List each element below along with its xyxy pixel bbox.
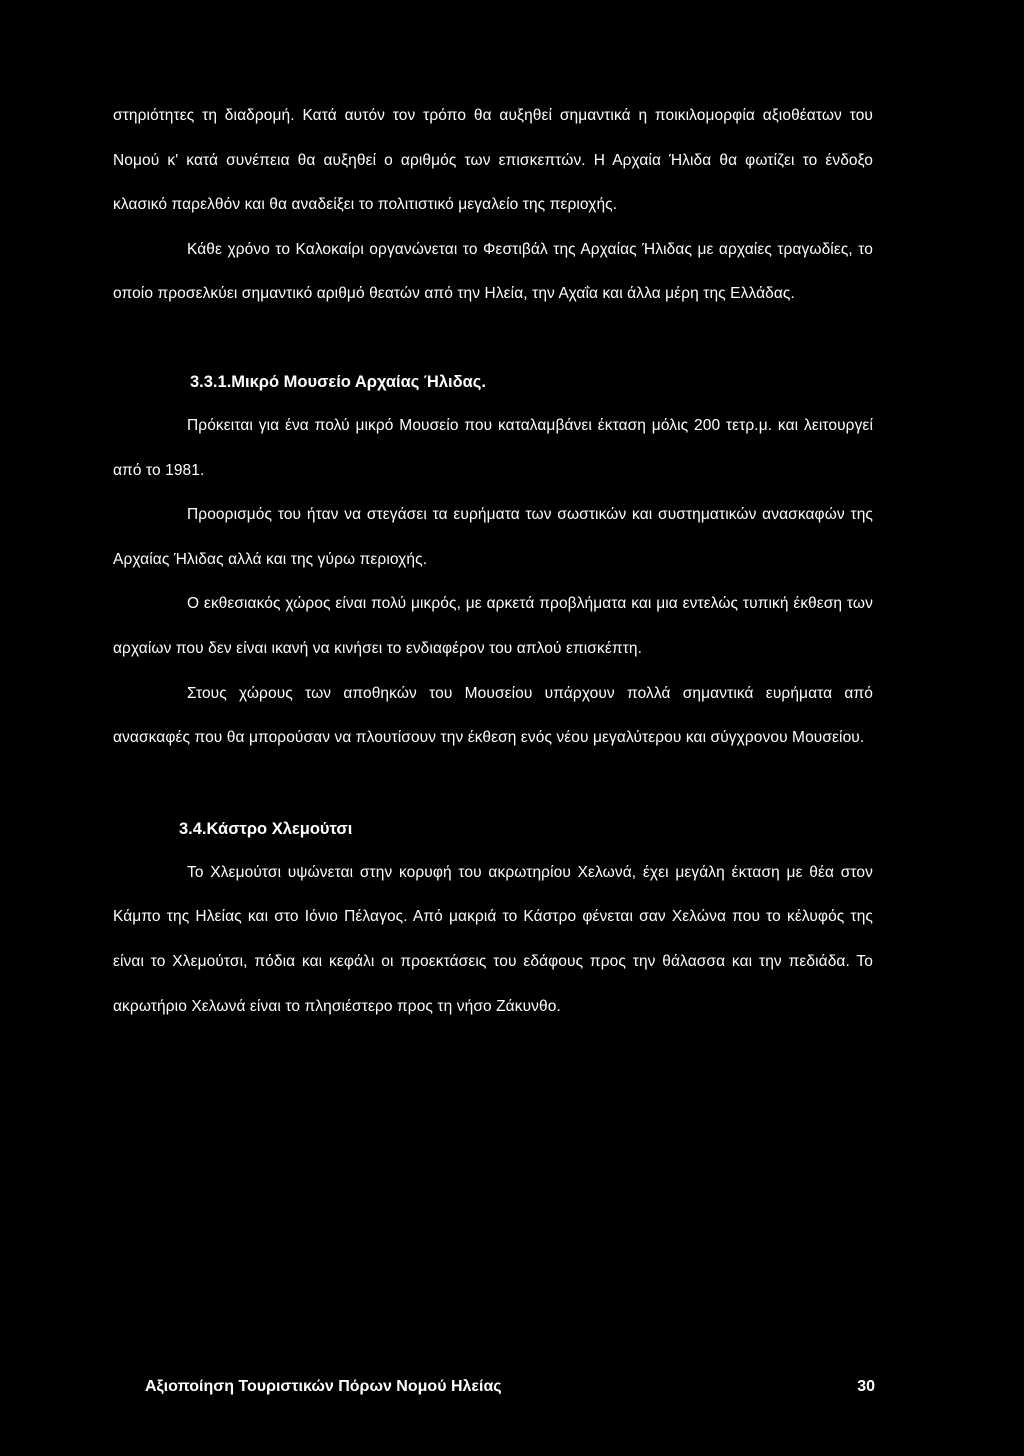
page-footer — [145, 1378, 875, 1396]
section-heading-castle: 3.4.Κάστρο Χλεμούτσι — [179, 819, 353, 838]
paragraph-castle: Το Χλεμούτσι υψώνεται στην κορυφή του ακρωτηρίου Χελωνά, έχει μεγάλη έκταση με θέα στον Κάμπο της Ηλείας και στο Ιόνιο Πέλαγος. Από μακριά το Κάστρο φένεται σαν Χελώνα που το κέλυφός της είναι το Χλεμούτσι, πόδια και κεφάλι οι προεκτάσεις του εδάφους προς την θάλασσα και την πεδιάδα. Το ακρωτήριο Χελωνά είναι το πλησιέστερο προς τη νήσο Ζάκυνθο. — [113, 863, 873, 1015]
page-content — [113, 94, 873, 1029]
page-number: 30 — [857, 1378, 875, 1395]
paragraph-festival: Κάθε χρόνο το Καλοκαίρι οργανώνεται το Φεστιβάλ της Αρχαίας Ήλιδας με αρχαίες τραγωδίες, το οποίο προσελκύει σημαντικό αριθμό θεατών από την Ηλεία, την Αχαΐα και άλλα μέρη της Ελλάδας. — [113, 240, 873, 303]
paragraph-intro-continuation: στηριότητες τη διαδρομή. Κατά αυτόν τον τρόπο θα αυξηθεί σημαντικά η ποικιλομορφία αξιοθέατων του Νομού κ' κατά συνέπεια θα αυξηθεί ο αριθμός των επισκεπτών. Η Αρχαία Ήλιδα θα φωτίζει το ένδοξο κλασικό παρελθόν και θα αναδείξει το πολιτιστικό μεγαλείο της περιοχής. — [113, 107, 873, 214]
paragraph-museum-size: Πρόκειται για ένα πολύ μικρό Μουσείο που καταλαμβάνει έκταση μόλις 200 τετρ.μ. και λειτουργεί από το 1981. — [113, 416, 873, 479]
paragraph-museum-exhibition: Ο εκθεσιακός χώρος είναι πολύ μικρός, με αρκετά προβλήματα και μια εντελώς τυπική έκθεση των αρχαίων που δεν είναι ικανή να κινήσει το ενδιαφέρον του απλού επισκέπτη. — [113, 595, 873, 657]
paragraph-museum-storage: Στους χώρους των αποθηκών του Μουσείου υπάρχουν πολλά σημαντικά ευρήματα από ανασκαφές που θα μπορούσαν να πλουτίσουν την έκθεση ενός νέου μεγαλύτερου και σύγχρονου Μουσείου. — [113, 684, 873, 747]
section-heading-museum: 3.3.1.Μικρό Μουσείο Αρχαίας Ήλιδας. — [190, 372, 486, 391]
paragraph-museum-purpose: Προορισμός του ήταν να στεγάσει τα ευρήματα των σωστικών και συστηματικών ανασκαφών της Αρχαίας Ήλιδας αλλά και της γύρω περιοχής. — [113, 506, 873, 568]
footer-title: Αξιοποίηση Τουριστικών Πόρων Νομού Ηλείας — [145, 1378, 502, 1395]
